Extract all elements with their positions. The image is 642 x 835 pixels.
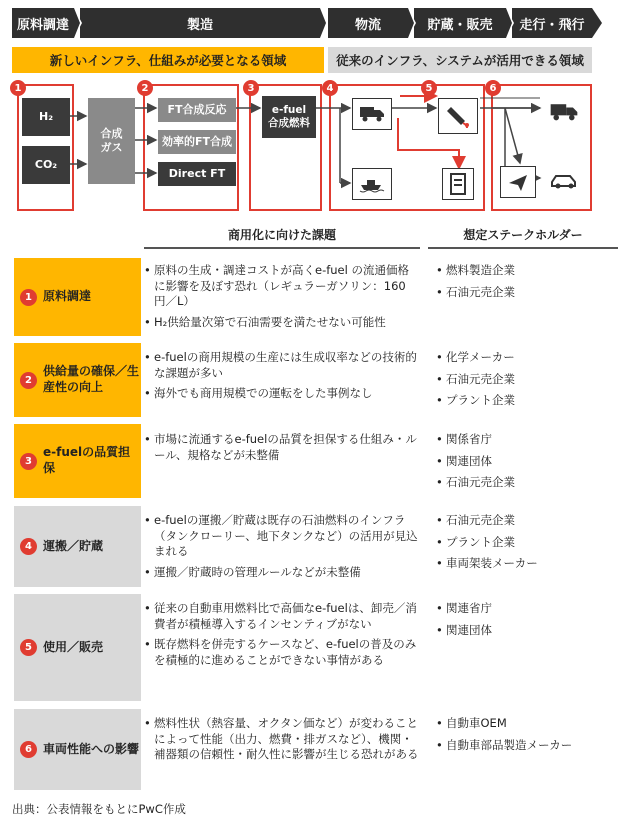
row-label-6: 6 車両性能への影響 <box>14 709 141 790</box>
issue-item: • 従来の自動車用燃料比で高価なe-fuelは、卸売／消費者が積極導入するインセンティブがない <box>144 601 420 632</box>
issue-item: • e-fuelの運搬／貯蔵は既存の石油燃料のインフラ（タンクローリー、地下タンクなど）の活用が見込まれる <box>144 513 420 560</box>
step-1-badge: 1 <box>10 80 26 96</box>
row-issues-3 <box>144 432 420 468</box>
issue-item: • e-fuelの商用規模の生産には生成収率などの技術的な課題が多い <box>144 350 420 381</box>
row-issues-1 <box>144 263 420 335</box>
stakeholder-item: • 関係省庁 <box>436 432 626 448</box>
stakeholder-item: • 石油元売企業 <box>436 475 626 491</box>
row-stakeholders-5 <box>436 601 626 644</box>
step-4-badge: 4 <box>322 80 338 96</box>
stakeholder-item: • 燃料製造企業 <box>436 263 626 279</box>
row-label-1: 1 原料調達 <box>14 258 141 336</box>
direct-ft-box: Direct FT <box>158 162 236 186</box>
stakeholders-header-rule <box>428 247 618 249</box>
row-stakeholders-4 <box>436 513 626 578</box>
row-issues-5 <box>144 601 420 673</box>
step-3-badge: 3 <box>243 80 259 96</box>
row-issues-2 <box>144 350 420 407</box>
h2-box: H₂ <box>22 98 70 136</box>
stakeholder-item: • 石油元売企業 <box>436 372 626 388</box>
row-issues-6 <box>144 716 420 768</box>
phase-label: 貯蔵・販売 <box>427 17 493 33</box>
row-stakeholders-3 <box>436 432 626 497</box>
zone-existing-infrastructure <box>328 47 592 73</box>
stakeholder-item: • プラント企業 <box>436 535 626 551</box>
phase-label: 走行・飛行 <box>519 17 585 33</box>
issue-item: • 運搬／貯蔵時の管理ルールなどが未整備 <box>144 565 420 581</box>
step-6-badge: 6 <box>485 80 501 96</box>
stakeholder-item: • 自動車部品製造メーカー <box>436 738 626 754</box>
co2-box: CO₂ <box>22 146 70 184</box>
zone-existing-label: 従来のインフラ、システムが活用できる領域 <box>336 53 584 68</box>
step-2-badge: 2 <box>137 80 153 96</box>
efficient-ft-box: 効率的FT合成 <box>158 130 236 154</box>
issue-item: • 市場に流通するe-fuelの品質を担保する仕組み・ルール、規格などが未整備 <box>144 432 420 463</box>
airplane-icon <box>500 166 536 198</box>
stakeholders-header: 想定ステークホルダー <box>463 228 583 242</box>
row-stakeholders-1 <box>436 263 626 306</box>
phase-label: 製造 <box>186 17 213 33</box>
row-stakeholders-2 <box>436 350 626 415</box>
stakeholder-item: • 車両架装メーカー <box>436 556 626 572</box>
issue-item: • H₂供給量次第で石油需要を満たせない可能性 <box>144 315 420 331</box>
row-stakeholders-6 <box>436 716 626 759</box>
issue-item: • 燃料性状（熱容量、オクタン価など）が変わることによって性能（出力、燃費・排ガスなど）、機関・補器類の信頼性・耐久性に影響が生じる恐れがある <box>144 716 420 763</box>
issues-header-rule <box>144 247 420 249</box>
zone-new-label: 新しいインフラ、仕組みが必要となる領域 <box>49 53 287 68</box>
stakeholder-item: • 石油元売企業 <box>436 513 626 529</box>
row-label-5: 5 使用／販売 <box>14 594 141 701</box>
issue-item: • 原料の生成・調達コストが高くe-fuel の流通価格に影響を及ぼす恐れ（レギュラーガソリン：160 円／L） <box>144 263 420 310</box>
issue-item: • 既存燃料を併売するケースなど、e-fuelの普及のみを積極的に進めることができない事情がある <box>144 637 420 668</box>
issues-header: 商用化に向けた課題 <box>227 228 336 242</box>
issue-item: • 海外でも商用規模での運転をした事例なし <box>144 386 420 402</box>
stakeholder-item: • 関連省庁 <box>436 601 626 617</box>
fuel-nozzle-icon <box>438 98 478 134</box>
ship-icon <box>352 168 392 200</box>
stakeholder-item: • 石油元売企業 <box>436 285 626 301</box>
phase-label: 原料調達 <box>16 17 69 33</box>
storage-tank-icon <box>442 168 474 200</box>
row-label-4: 4 運搬／貯蔵 <box>14 506 141 587</box>
efuel-box: e-fuel 合成燃料 <box>262 96 316 138</box>
stakeholder-item: • 関連団体 <box>436 623 626 639</box>
stakeholder-item: • 化学メーカー <box>436 350 626 366</box>
phase-label: 物流 <box>354 17 381 33</box>
stakeholder-item: • プラント企業 <box>436 393 626 409</box>
stakeholder-item: • 関連団体 <box>436 454 626 470</box>
ft-synthesis-box: FT合成反応 <box>158 98 236 122</box>
truck-icon <box>544 96 584 128</box>
source-note: 出典：公表情報をもとにPwC作成 <box>12 802 186 816</box>
step-5-badge: 5 <box>421 80 437 96</box>
row-issues-4 <box>144 513 420 585</box>
row-label-3: 3 e-fuelの品質担保 <box>14 424 141 498</box>
phase-arrows <box>0 0 642 45</box>
truck-icon <box>352 98 392 130</box>
syngas-box: 合成 ガス <box>88 98 135 184</box>
car-icon <box>544 166 584 196</box>
zone-new-infrastructure <box>12 47 324 73</box>
stakeholder-item: • 自動車OEM <box>436 716 626 732</box>
row-label-2: 2 供給量の確保／生産性の向上 <box>14 343 141 417</box>
